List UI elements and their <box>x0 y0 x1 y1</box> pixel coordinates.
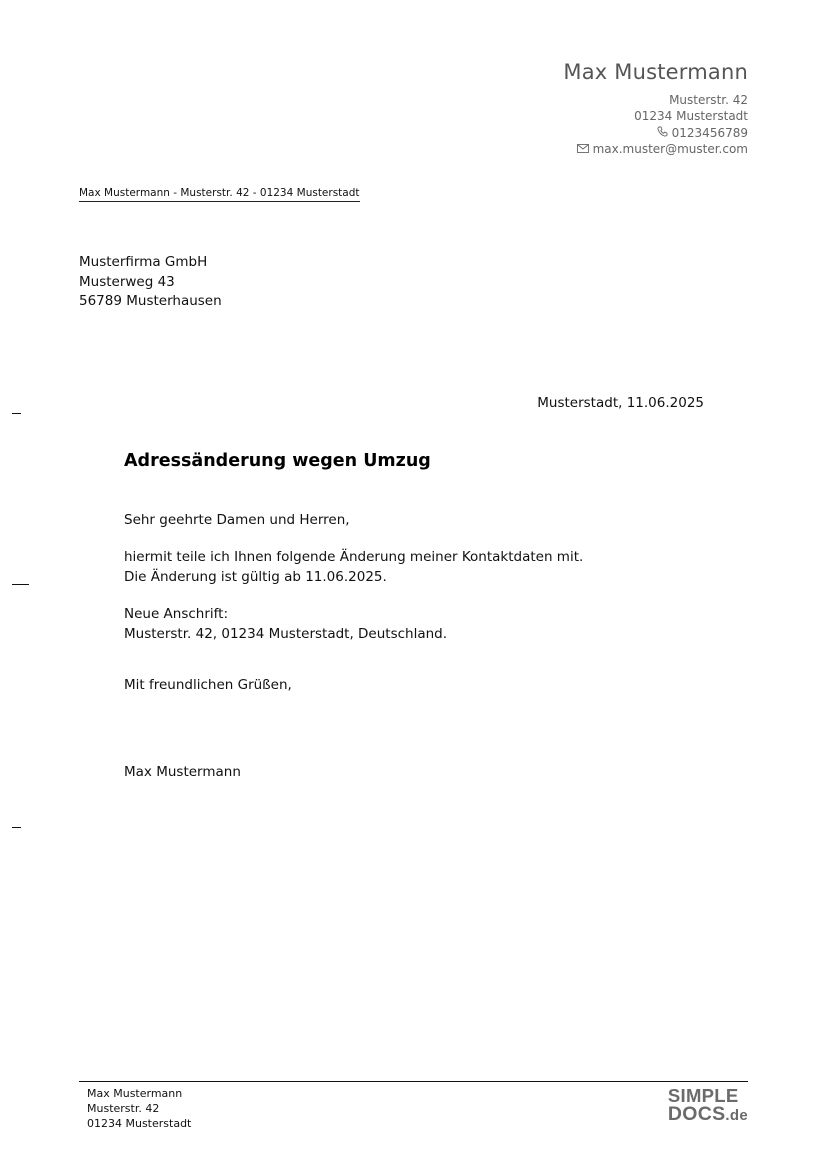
recipient-street: Musterweg 43 <box>79 273 175 290</box>
paragraph-line: Neue Anschrift: <box>124 606 229 622</box>
sender-phone: 0123456789 <box>671 126 748 140</box>
sender-city: 01234 Musterstadt <box>634 109 748 123</box>
simpledocs-logo[interactable] <box>668 1087 748 1125</box>
paragraph-new-address <box>124 605 447 644</box>
fold-mark-bottom <box>12 827 21 828</box>
sender-street: Musterstr. 42 <box>669 93 748 107</box>
logo-line1: SIMPLE <box>667 1085 739 1106</box>
return-address: Max Mustermann - Musterstr. 42 - 01234 Musterstadt <box>79 187 360 202</box>
place-date: Musterstadt, 11.06.2025 <box>537 395 704 411</box>
sender-name: Max Mustermann <box>563 60 748 84</box>
punch-mark <box>12 584 29 585</box>
envelope-icon <box>577 142 589 159</box>
closing: Mit freundlichen Grüßen, <box>124 677 292 693</box>
letter-subject: Adressänderung wegen Umzug <box>124 451 431 471</box>
sender-email[interactable]: max.muster@muster.com <box>592 142 748 156</box>
sender-phone-row <box>656 125 748 143</box>
footer-name: Max Mustermann <box>87 1087 183 1100</box>
footer-divider <box>79 1081 748 1082</box>
paragraph-line: Die Änderung ist gültig ab 11.06.2025. <box>124 568 387 585</box>
recipient-city: 56789 Musterhausen <box>79 293 222 309</box>
recipient-company: Musterfirma GmbH <box>79 254 208 270</box>
logo-line2: DOCS <box>667 1103 726 1125</box>
fold-mark-top <box>12 413 21 414</box>
paragraph-line: hiermit teile ich Ihnen folgende Änderung meiner Kontaktdaten mit. <box>124 549 584 565</box>
paragraph-change-notice <box>124 548 583 587</box>
salutation: Sehr geehrte Damen und Herren, <box>124 512 350 528</box>
paragraph-line: Musterstr. 42, 01234 Musterstadt, Deutschland. <box>124 625 448 642</box>
footer-city: 01234 Musterstadt <box>87 1117 192 1130</box>
footer-address <box>87 1086 191 1131</box>
logo-line2-row <box>668 1105 748 1125</box>
signature-name: Max Mustermann <box>124 764 241 780</box>
recipient-address <box>79 253 222 312</box>
sender-email-row <box>577 141 748 159</box>
logo-suffix: .de <box>725 1107 748 1124</box>
footer-street: Musterstr. 42 <box>87 1102 160 1115</box>
